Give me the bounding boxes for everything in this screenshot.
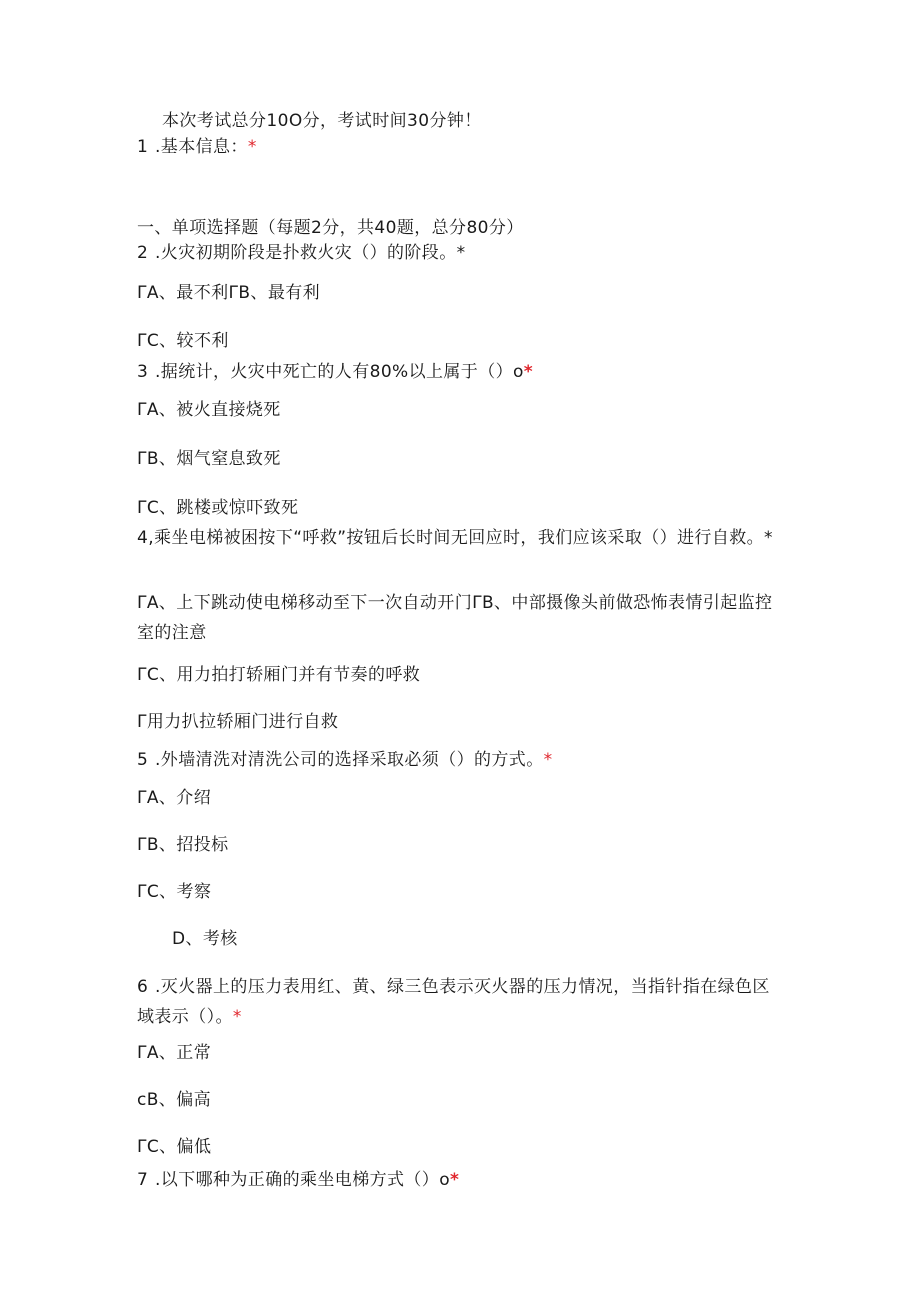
question-text: .据统计，火灾中死亡的人有80%以上属于（）o <box>155 362 524 382</box>
question-3 <box>137 361 787 383</box>
option-ab[interactable]: ΓA、上下跳动使电梯移动至下一次自动开门ΓB、中部摄像头前做恐怖表情引起监控室的注意 <box>137 593 773 643</box>
option-c[interactable]: ΓC、用力拍打轿厢门并有节奏的呼救 <box>137 665 421 685</box>
option-c[interactable]: ΓC、偏低 <box>137 1137 212 1157</box>
required-mark: * <box>232 1007 242 1027</box>
section-heading: 一、单项选择题（每题2分，共40题，总分80分） <box>137 218 524 238</box>
required-mark: * <box>543 750 553 770</box>
question-text: .以下哪种为正确的乘坐电梯方式（）o <box>155 1170 451 1190</box>
question-6 <box>137 972 787 1032</box>
question-number: 7 <box>137 1170 149 1190</box>
option-a[interactable]: ΓA、介绍 <box>137 788 212 808</box>
question-number: 2 <box>137 243 149 263</box>
question-5 <box>137 749 787 771</box>
option-ab[interactable]: ΓA、最不利ΓB、最有利 <box>137 283 321 303</box>
question-2 <box>137 242 787 264</box>
option-c[interactable]: ΓC、考察 <box>137 882 212 902</box>
option-d[interactable]: Γ用力扒拉轿厢门进行自救 <box>137 712 339 732</box>
required-mark: * <box>764 528 773 548</box>
question-4 <box>137 523 787 553</box>
option-d[interactable]: D、考核 <box>172 929 238 949</box>
question-7 <box>137 1169 787 1191</box>
required-mark: * <box>247 137 257 157</box>
option-b[interactable]: cB、偏高 <box>137 1090 212 1110</box>
option-a[interactable]: ΓA、被火直接烧死 <box>137 400 281 420</box>
option-c[interactable]: ΓC、跳楼或惊吓致死 <box>137 498 299 518</box>
option-b[interactable]: ΓB、烟气窒息致死 <box>137 449 281 469</box>
required-mark: * <box>456 243 466 263</box>
intro-text: 本次考试总分10O分，考试时间30分钟！ <box>162 111 482 131</box>
option-a[interactable]: ΓA、正常 <box>137 1043 212 1063</box>
required-mark: * <box>523 362 534 382</box>
question-number: 1 <box>137 137 149 157</box>
option-b[interactable]: ΓB、招投标 <box>137 835 229 855</box>
question-text: .基本信息： <box>155 137 248 157</box>
question-number: 3 <box>137 362 149 382</box>
question-text: .灭火器上的压力表用红、黄、绿三色表示灭火器的压力情况，当指针指在绿色区域表示（）。 <box>137 977 770 1027</box>
question-1 <box>137 136 787 158</box>
question-text: .外墙清洗对清洗公司的选择采取必须（）的方式。 <box>155 750 544 770</box>
question-text: 4,乘坐电梯被困按下“呼救”按钮后长时间无回应时，我们应该采取（）进行自救。 <box>137 528 765 548</box>
required-mark: * <box>450 1170 460 1190</box>
question-number: 6 <box>137 977 149 997</box>
option-c[interactable]: ΓC、较不利 <box>137 331 229 351</box>
question-number: 5 <box>137 750 149 770</box>
question-text: .火灾初期阶段是扑救火灾（）的阶段。 <box>155 243 457 263</box>
